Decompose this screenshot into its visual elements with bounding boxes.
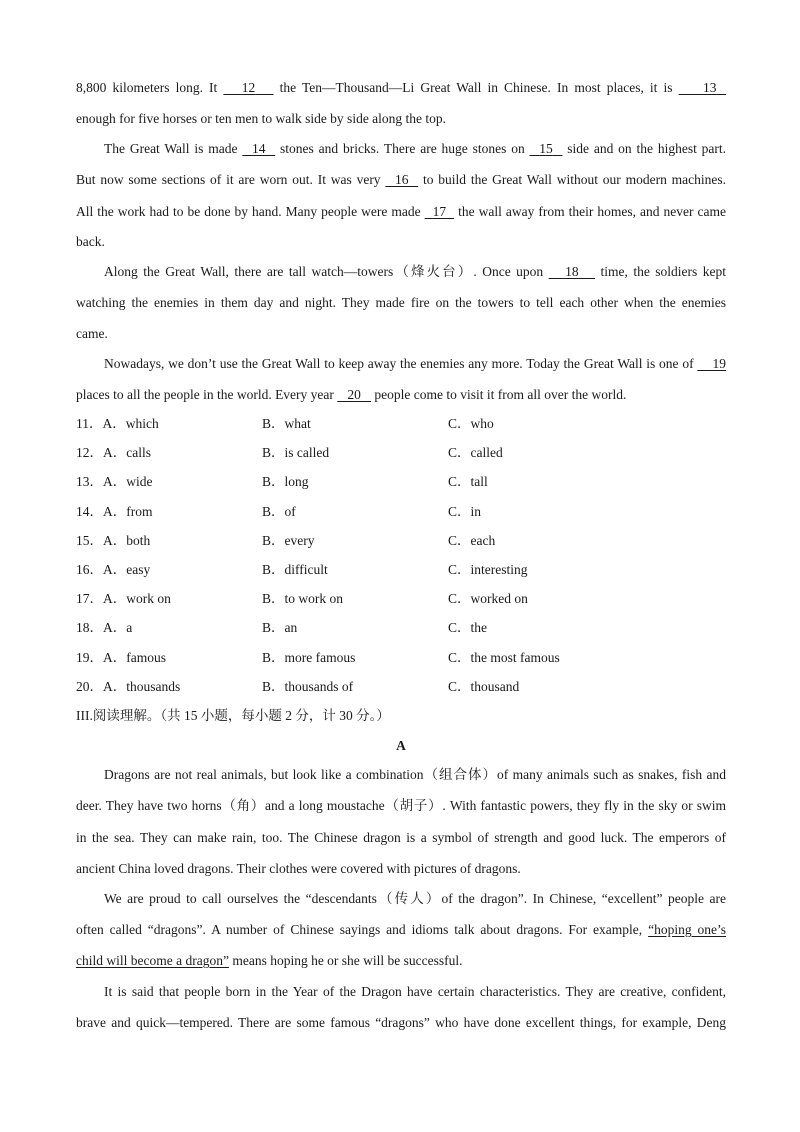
reading-line: deer. They have two horns（角）and a long moustache（胡子）. With fantastic powers, they fly in the sky or swim [76, 798, 726, 813]
blank-20: 20 [347, 387, 361, 402]
option-b: B．what [262, 416, 311, 431]
blank-17: 17 [432, 204, 447, 219]
option-c: C．who [448, 416, 494, 431]
passage-line: places to all the people in the world. Every year 20 people come to visit it from all over the world. [76, 387, 627, 402]
passage-label: A [396, 738, 406, 753]
question-number-19: 19．A．famous [76, 650, 166, 665]
option-b: B．thousands of [262, 679, 354, 694]
reading-line: Dragons are not real animals, but look like a combination（组合体）of many animals such as snakes, fish and [104, 767, 726, 782]
option-c: C．thousand [448, 679, 520, 694]
passage-line: Along the Great Wall, there are tall watch—towers（烽火台）. Once upon 18 time, the soldiers kept [104, 264, 727, 279]
option-c: C．each [448, 533, 496, 548]
passage-line: All the work had to be done by hand. Many people were made 17 the wall away from their homes, and never came [76, 204, 726, 219]
reading-line: in the sea. They can make rain, too. The Chinese dragon is a symbol of strength and good luck. The emperors of [76, 830, 726, 845]
option-b: B．an [262, 620, 298, 635]
option-c: C．worked on [448, 591, 528, 606]
question-number-11: 11．A．which [76, 416, 159, 431]
question-number-18: 18．A．a [76, 620, 133, 635]
blank-14: 14 [252, 141, 266, 156]
question-number-13: 13．A．wide [76, 474, 153, 489]
question-number-16: 16．A．easy [76, 562, 151, 577]
reading-line: often called “dragons”. A number of Chinese sayings and idioms talk about dragons. For example, “hoping one’s [76, 922, 726, 937]
blank-18: 18 [565, 264, 579, 279]
blank-13: 13 [703, 80, 717, 95]
passage-line: The Great Wall is made 14 stones and bricks. There are huge stones on 15 side and on the highest part. [104, 141, 727, 156]
question-number-15: 15．A．both [76, 533, 151, 548]
option-b: B．long [262, 474, 309, 489]
passage-line: 8,800 kilometers long. It 12 the Ten—Thousand—Li Great Wall in Chinese. In most places, it is 13 [76, 80, 726, 96]
option-b: B．is called [262, 445, 330, 460]
option-b: B．of [262, 504, 296, 519]
reading-line: It is said that people born in the Year of the Dragon have certain characteristics. They are creative, confident, [104, 984, 726, 999]
option-b: B．difficult [262, 562, 328, 577]
passage-line: enough for five horses or ten men to walk side by side along the top. [76, 111, 447, 126]
passage-line: But now some sections of it are worn out. It was very 16 to build the Great Wall without our modern machines. [76, 172, 727, 187]
option-b: B．to work on [262, 591, 343, 606]
option-c: C．the most famous [448, 650, 560, 665]
question-number-14: 14．A．from [76, 504, 153, 519]
underlined-phrase: “hoping one’s [648, 922, 726, 937]
section-heading: III.阅读理解。（共 15 小题，每小题 2 分，计 30 分。） [76, 708, 390, 723]
passage-line: back. [76, 234, 105, 249]
reading-line: child will become a dragon” means hoping he or she will be successful. [76, 953, 463, 968]
reading-line: brave and quick—tempered. There are some famous “dragons” who have done excellent things, for example, Deng [76, 1015, 726, 1030]
question-number-12: 12．A．calls [76, 445, 151, 460]
blank-16: 16 [395, 172, 409, 187]
underlined-phrase: child will become a dragon” [76, 953, 229, 968]
passage-line: came. [76, 326, 108, 341]
option-c: C．interesting [448, 562, 528, 577]
reading-line: We are proud to call ourselves the “descendants（传人）of the dragon”. In Chinese, “excellent” people are [104, 891, 726, 906]
option-b: B．every [262, 533, 315, 548]
question-number-20: 20．A．thousands [76, 679, 181, 694]
option-c: C．in [448, 504, 482, 519]
passage-line: Nowadays, we don’t use the Great Wall to keep away the enemies any more. Today the Great Wall is one of 19 [104, 356, 726, 371]
passage-line: watching the enemies in them day and night. They made fire on the towers to tell each other when the enemies [76, 295, 726, 310]
option-c: C．called [448, 445, 503, 460]
blank-12: 12 [241, 80, 256, 95]
question-number-17: 17．A．work on [76, 591, 171, 606]
option-b: B．more famous [262, 650, 356, 665]
blank-19: 19 [712, 356, 726, 371]
option-c: C．tall [448, 474, 488, 489]
option-c: C．the [448, 620, 487, 635]
blank-15: 15 [539, 141, 553, 156]
reading-line: ancient China loved dragons. Their clothes were covered with pictures of dragons. [76, 861, 521, 876]
